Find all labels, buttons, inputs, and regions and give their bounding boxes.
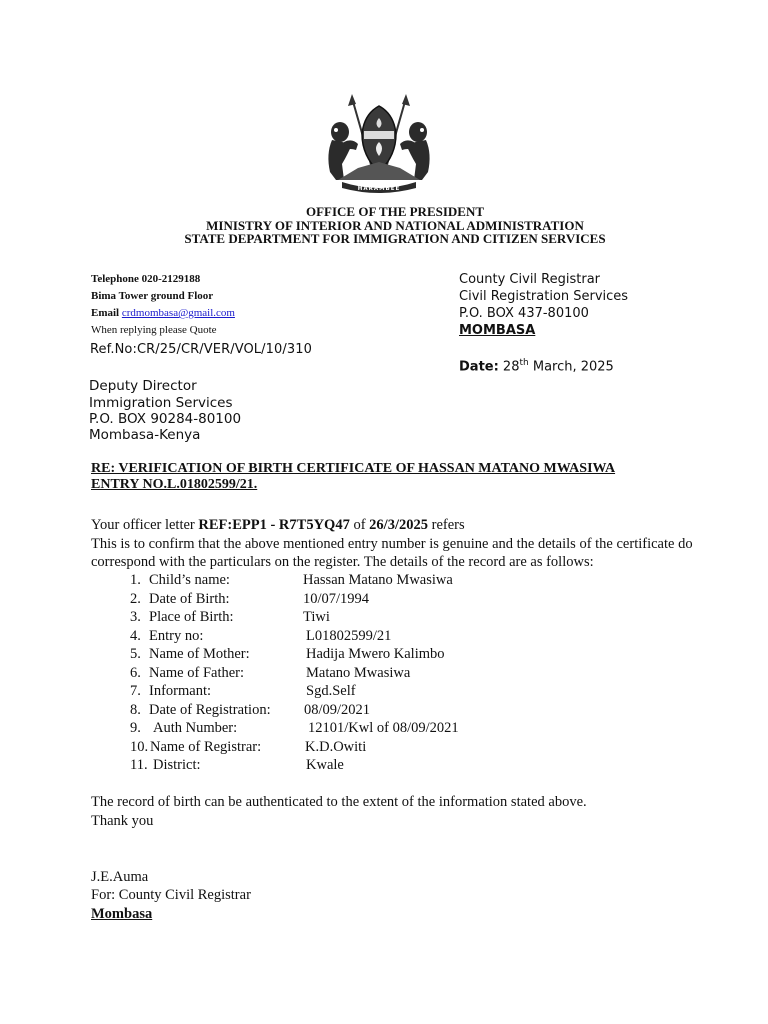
letterhead-office: OFFICE OF THE PRESIDENT	[305, 204, 485, 219]
detail-label: Child’s name:	[149, 572, 230, 588]
intro-ref: REF:EPP1 - R7T5YQ47	[198, 517, 350, 533]
confirm-line-1: This is to confirm that the above mentioned entry number is genuine and the details of the certificate do	[91, 536, 693, 552]
detail-value: L01802599/21	[306, 627, 392, 644]
intro-suffix: refers	[427, 517, 465, 533]
detail-value: 10/07/1994	[303, 590, 370, 607]
detail-number: 3.	[130, 609, 141, 625]
coat-of-arms-logo	[318, 84, 440, 194]
detail-label: Entry no:	[149, 627, 204, 644]
detail-value: Hadija Mwero Kalimbo	[306, 646, 445, 662]
detail-value: 08/09/2021	[304, 701, 371, 718]
detail-number: 11.	[130, 757, 148, 773]
intro-line	[91, 516, 465, 535]
sender-box: P.O. BOX 437-80100	[459, 306, 589, 321]
detail-value: Sgd.Self	[306, 683, 356, 699]
detail-label: Informant:	[149, 683, 212, 699]
date-label: Date:	[459, 359, 499, 375]
signatory-role: For: County Civil Registrar	[91, 887, 251, 903]
detail-label: Name of Registrar:	[150, 738, 262, 755]
email-label: Email	[91, 307, 122, 319]
detail-value: Hassan Matano Mwasiwa	[303, 572, 453, 588]
quote-note: When replying please Quote	[91, 324, 217, 336]
detail-label: District:	[153, 757, 201, 773]
detail-value: Matano Mwasiwa	[306, 664, 411, 681]
email-link[interactable]: crdmombasa@gmail.com	[121, 307, 235, 319]
detail-label: Date of Birth:	[149, 590, 230, 607]
crest-motto: HARAMBEE	[357, 186, 401, 192]
building: Bima Tower ground Floor	[91, 290, 214, 302]
confirm-line-2: correspond with the particulars on the register. The details of the record are as follows:	[91, 554, 594, 570]
detail-number: 10.	[130, 738, 149, 755]
closing-statement: The record of birth can be authenticated to the extent of the information stated above.	[91, 794, 587, 810]
subject-line-1: RE: VERIFICATION OF BIRTH CERTIFICATE OF HASSAN MATANO MWASIWA	[91, 461, 616, 476]
letterhead-ministry: MINISTRY OF INTERIOR AND NATIONAL ADMINISTRATION	[206, 218, 584, 233]
signatory-office: Mombasa	[91, 906, 153, 922]
signatory-name: J.E.Auma	[91, 869, 149, 885]
email-line	[91, 307, 235, 320]
telephone: Telephone 020-2129188	[91, 273, 201, 285]
detail-number: 1.	[130, 572, 141, 588]
recipient-title: Deputy Director	[89, 378, 197, 394]
sender-title: County Civil Registrar	[459, 272, 601, 287]
date-day: 28	[498, 359, 520, 375]
letter-date	[459, 355, 614, 375]
detail-label: Place of Birth:	[149, 609, 234, 625]
date-suffix: th	[519, 358, 529, 368]
detail-value: Tiwi	[303, 609, 330, 625]
reference-number: Ref.No:CR/25/CR/VER/VOL/10/310	[90, 342, 312, 357]
detail-number: 4.	[130, 627, 141, 644]
intro-date: 26/3/2025	[369, 517, 428, 533]
detail-label: Name of Mother:	[149, 646, 250, 662]
sender-city: MOMBASA	[459, 323, 536, 338]
detail-number: 6.	[130, 664, 141, 681]
detail-label: Date of Registration:	[149, 701, 271, 718]
detail-number: 2.	[130, 590, 141, 607]
recipient-department: Immigration Services	[89, 395, 233, 411]
detail-value: 12101/Kwl of 08/09/2021	[308, 720, 459, 736]
recipient-city: Mombasa-Kenya	[89, 427, 201, 443]
intro-of: of	[349, 517, 370, 533]
detail-label: Auth Number:	[153, 720, 238, 736]
thank-you: Thank you	[91, 813, 154, 829]
detail-label: Name of Father:	[149, 664, 245, 681]
recipient-box: P.O. BOX 90284-80100	[89, 411, 242, 427]
subject-block	[91, 461, 615, 493]
detail-value: K.D.Owiti	[305, 738, 367, 755]
detail-number: 9.	[130, 720, 141, 736]
subject-line-2: ENTRY NO.L.01802599/21.	[91, 477, 258, 492]
letterhead-department: STATE DEPARTMENT FOR IMMIGRATION AND CITIZEN SERVICES	[184, 231, 606, 246]
intro-prefix: Your officer letter	[91, 517, 199, 533]
detail-value: Kwale	[306, 757, 344, 773]
sender-department: Civil Registration Services	[459, 289, 629, 304]
detail-number: 7.	[130, 683, 141, 699]
date-rest: March, 2025	[528, 359, 614, 375]
detail-number: 8.	[130, 701, 141, 718]
detail-number: 5.	[130, 646, 141, 662]
